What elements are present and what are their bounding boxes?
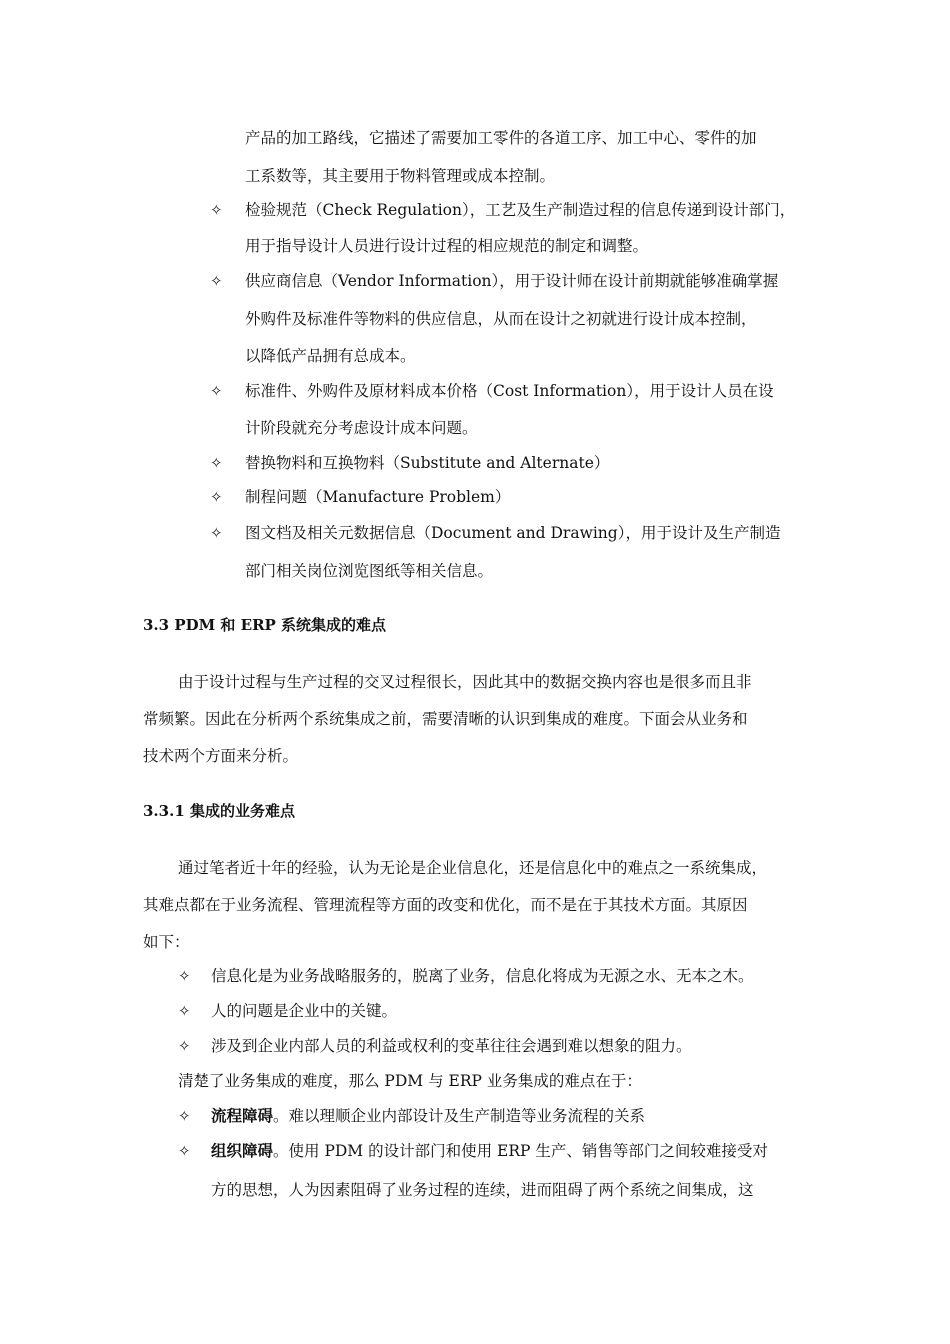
diamond-star-icon: ✧ xyxy=(210,524,223,542)
list-item: 人的问题是企业中的关键。 xyxy=(211,1002,398,1020)
list-item xyxy=(211,1106,645,1126)
continuation-line: 工系数等，其主要用于物料管理或成本控制。 xyxy=(245,167,556,185)
continuation-line: 产品的加工路线，它描述了需要加工零件的各道工序、加工中心、零件的加 xyxy=(245,129,757,147)
list-item-cont: 计阶段就充分考虑设计成本问题。 xyxy=(245,419,478,437)
list-item: 替换物料和互换物料（Substitute and Alternate） xyxy=(245,454,610,472)
list-item xyxy=(211,1141,768,1161)
paragraph-line: 如下： xyxy=(143,933,190,951)
list-item: 图文档及相关元数据信息（Document and Drawing），用于设计及生产制造 xyxy=(245,524,781,542)
paragraph-line: 技术两个方面来分析。 xyxy=(143,747,299,765)
list-item: 信息化是为业务战略服务的，脱离了业务，信息化将成为无源之水、无本之木。 xyxy=(211,967,754,985)
diamond-star-icon: ✧ xyxy=(210,488,223,506)
list-item: 标准件、外购件及原材料成本价格（Cost Information），用于设计人员在设 xyxy=(245,382,774,400)
list-item-cont: 以降低产品拥有总成本。 xyxy=(245,347,416,365)
bold-term: 组织障碍 xyxy=(211,1141,274,1160)
paragraph-line: 由于设计过程与生产过程的交叉过程很长，因此其中的数据交换内容也是很多而且非 xyxy=(178,673,752,691)
diamond-star-icon: ✧ xyxy=(210,201,223,219)
list-item-text: 。难以理顺企业内部设计及生产制造等业务流程的关系 xyxy=(273,1107,646,1125)
paragraph-line: 通过笔者近十年的经验，认为无论是企业信息化，还是信息化中的难点之一系统集成， xyxy=(178,859,768,877)
list-item-cont: 部门相关岗位浏览图纸等相关信息。 xyxy=(245,562,494,580)
paragraph-line: 其难点都在于业务流程、管理流程等方面的改变和优化，而不是在于其技术方面。其原因 xyxy=(143,896,748,914)
diamond-star-icon: ✧ xyxy=(210,382,223,400)
diamond-star-icon: ✧ xyxy=(210,272,223,290)
diamond-star-icon: ✧ xyxy=(210,454,223,472)
subsection-heading: 3.3.1 集成的业务难点 xyxy=(143,802,295,820)
diamond-star-icon: ✧ xyxy=(178,1002,191,1020)
list-item-cont: 外购件及标准件等物料的供应信息，从而在设计之初就进行设计成本控制， xyxy=(245,310,757,328)
list-item-text: 。使用 PDM 的设计部门和使用 ERP 生产、销售等部门之间较难接受对 xyxy=(273,1142,768,1160)
diamond-star-icon: ✧ xyxy=(178,967,191,985)
list-item: 制程问题（Manufacture Problem） xyxy=(245,488,511,506)
list-item-cont: 方的思想，人为因素阻碍了业务过程的连续，进而阻碍了两个系统之间集成，这 xyxy=(211,1181,754,1199)
section-heading: 3.3 PDM 和 ERP 系统集成的难点 xyxy=(143,616,387,634)
list-item-cont: 用于指导设计人员进行设计过程的相应规范的制定和调整。 xyxy=(245,237,649,255)
paragraph-line: 常频繁。因此在分析两个系统集成之前，需要清晰的认识到集成的难度。下面会从业务和 xyxy=(143,710,748,728)
bold-term: 流程障碍 xyxy=(211,1106,274,1125)
list-item: 涉及到企业内部人员的利益或权利的变革往往会遇到难以想象的阻力。 xyxy=(211,1037,692,1055)
paragraph-line: 清楚了业务集成的难度，那么 PDM 与 ERP 业务集成的难点在于： xyxy=(178,1072,642,1090)
list-item: 供应商信息（Vendor Information），用于设计师在设计前期就能够准确掌握 xyxy=(245,272,779,290)
diamond-star-icon: ✧ xyxy=(178,1142,191,1160)
diamond-star-icon: ✧ xyxy=(178,1107,191,1125)
list-item: 检验规范（Check Regulation），工艺及生产制造过程的信息传递到设计部门， xyxy=(245,201,796,219)
diamond-star-icon: ✧ xyxy=(178,1037,191,1055)
